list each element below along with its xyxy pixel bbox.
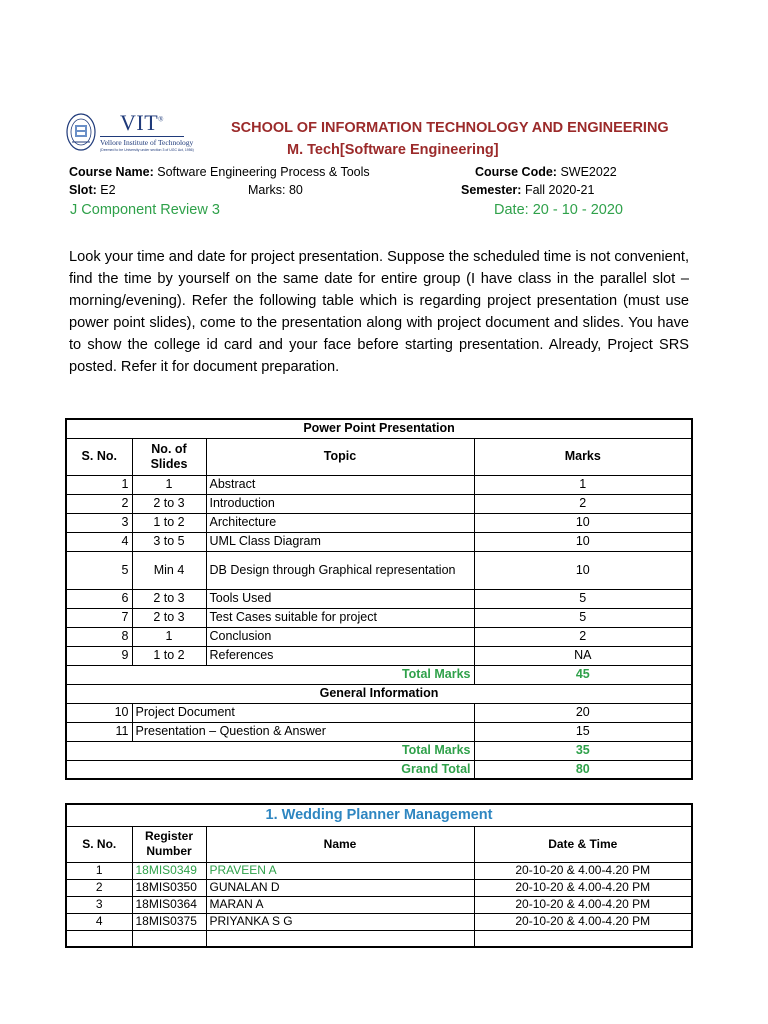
table-row [66,532,692,551]
table-row [66,722,692,741]
review-date [494,202,623,218]
row-slides: Min 4 [132,551,206,589]
table-row [66,494,692,513]
member-datetime: 20-10-20 & 4.00-4.20 PM [474,879,692,896]
course-code-label: Course Code: [475,165,557,179]
table-title-row [66,419,692,438]
member-regno: 18MIS0349 [132,862,206,879]
table-title: Power Point Presentation [66,419,692,438]
member-sno: 4 [66,913,132,930]
row-sno: 9 [66,646,132,665]
slot [69,183,116,197]
table-row [66,627,692,646]
course-name [69,165,370,179]
table-row [66,608,692,627]
member-sno: 1 [66,862,132,879]
row-sno: 1 [66,475,132,494]
row-topic: Abstract [206,475,474,494]
program-title: M. Tech[Software Engineering] [287,142,499,158]
table-row [66,475,692,494]
table-header-row [66,438,692,475]
vit-logo [64,108,194,158]
total-row [66,665,692,684]
row-marks: 1 [474,475,692,494]
row-topic: Architecture [206,513,474,532]
row-sno: 7 [66,608,132,627]
row-marks: 5 [474,608,692,627]
general-total-row [66,741,692,760]
group-header-name: Name [206,826,474,862]
row-topic: Tools Used [206,589,474,608]
member-datetime: 20-10-20 & 4.00-4.20 PM [474,896,692,913]
member-name: MARAN A [206,896,474,913]
slot-value: E2 [100,183,116,197]
review-title: J Component Review 3 [70,202,220,218]
row-item: Project Document [132,703,474,722]
table-row [66,551,692,589]
header-topic: Topic [206,438,474,475]
group-header-regno: Register Number [132,826,206,862]
row-topic: Conclusion [206,627,474,646]
row-topic: DB Design through Graphical representation [206,551,474,589]
header-slides: No. of Slides [132,438,206,475]
row-marks: 2 [474,494,692,513]
table-row [66,646,692,665]
row-marks: 10 [474,513,692,532]
general-title-row [66,684,692,703]
course-code-value: SWE2022 [560,165,617,179]
row-slides: 2 to 3 [132,494,206,513]
member-name: PRAVEEN A [206,862,474,879]
group-title: 1. Wedding Planner Management [66,804,692,826]
course-code [475,165,617,179]
table-row [66,703,692,722]
row-topic: UML Class Diagram [206,532,474,551]
row-slides: 1 to 2 [132,646,206,665]
semester [461,183,594,197]
row-sno: 8 [66,627,132,646]
row-marks: 2 [474,627,692,646]
member-datetime: 20-10-20 & 4.00-4.20 PM [474,913,692,930]
marks [248,183,303,197]
row-marks: 20 [474,703,692,722]
general-total-label: Total Marks [66,741,474,760]
row-slides: 3 to 5 [132,532,206,551]
row-sno: 5 [66,551,132,589]
review-date-label: Date: [494,202,529,218]
member-sno: 2 [66,879,132,896]
total-label: Total Marks [66,665,474,684]
member-name: PRIYANKA S G [206,913,474,930]
grand-total-value: 80 [474,760,692,779]
member-regno: 18MIS0364 [132,896,206,913]
review-date-value: 20 - 10 - 2020 [532,202,623,218]
header-sno: S. No. [66,438,132,475]
row-sno: 11 [66,722,132,741]
row-topic: References [206,646,474,665]
logo-divider [100,136,184,137]
row-sno: 2 [66,494,132,513]
semester-label: Semester: [461,183,522,197]
group-title-row [66,804,692,826]
group-header-datetime: Date & Time [474,826,692,862]
empty-cell [132,930,206,947]
row-topic: Test Cases suitable for project [206,608,474,627]
empty-cell [474,930,692,947]
group-table [65,803,693,948]
row-marks: 5 [474,589,692,608]
row-sno: 6 [66,589,132,608]
empty-cell [206,930,474,947]
slot-label: Slot: [69,183,97,197]
row-marks: NA [474,646,692,665]
logo-wordmark: VIT® [120,110,164,135]
course-name-value: Software Engineering Process & Tools [157,165,370,179]
grand-total-label: Grand Total [66,760,474,779]
member-name: GUNALAN D [206,879,474,896]
marks-label: Marks: [248,183,286,197]
empty-cell [66,930,132,947]
semester-value: Fall 2020-21 [524,183,595,197]
row-topic: Introduction [206,494,474,513]
member-regno: 18MIS0350 [132,879,206,896]
row-sno: 4 [66,532,132,551]
row-marks: 10 [474,551,692,589]
school-title: SCHOOL OF INFORMATION TECHNOLOGY AND ENGINEERING [231,120,669,136]
row-slides: 1 [132,475,206,494]
table-row [66,879,692,896]
general-total-value: 35 [474,741,692,760]
group-header-row [66,826,692,862]
row-slides: 1 [132,627,206,646]
row-sno: 10 [66,703,132,722]
row-slides: 1 to 2 [132,513,206,532]
logo-institute-name: Vellore Institute of Technology [100,138,194,147]
table-row [66,862,692,879]
instructions-paragraph: Look your time and date for project presentation. Suppose the scheduled time is not convenient, find the time by yourself on the same date for entire group (I have class in the parallel slot – morning/evening). Refer the following table which is regarding project presentation (must use power point slides), come to the presentation along with project document and slides. You have to show the college id card and your face before starting presentation. Already, Project SRS posted. Refer it for document preparation. [69,249,689,375]
table-row [66,513,692,532]
header-marks: Marks [474,438,692,475]
logo-tagline: (Deemed to be University under section 3 of UGC Act, 1956) [100,148,194,152]
row-marks: 10 [474,532,692,551]
university-seal-icon [66,112,96,152]
group-header-sno: S. No. [66,826,132,862]
row-slides: 2 to 3 [132,589,206,608]
general-title: General Information [66,684,692,703]
member-sno: 3 [66,896,132,913]
row-sno: 3 [66,513,132,532]
member-datetime: 20-10-20 & 4.00-4.20 PM [474,862,692,879]
marks-table [65,418,693,780]
row-slides: 2 to 3 [132,608,206,627]
member-regno: 18MIS0375 [132,913,206,930]
course-name-label: Course Name: [69,165,154,179]
row-marks: 15 [474,722,692,741]
grand-total-row [66,760,692,779]
marks-value: 80 [288,183,303,197]
total-value: 45 [474,665,692,684]
table-row [66,913,692,930]
empty-row [66,930,692,947]
table-row [66,589,692,608]
row-item: Presentation – Question & Answer [132,722,474,741]
table-row [66,896,692,913]
